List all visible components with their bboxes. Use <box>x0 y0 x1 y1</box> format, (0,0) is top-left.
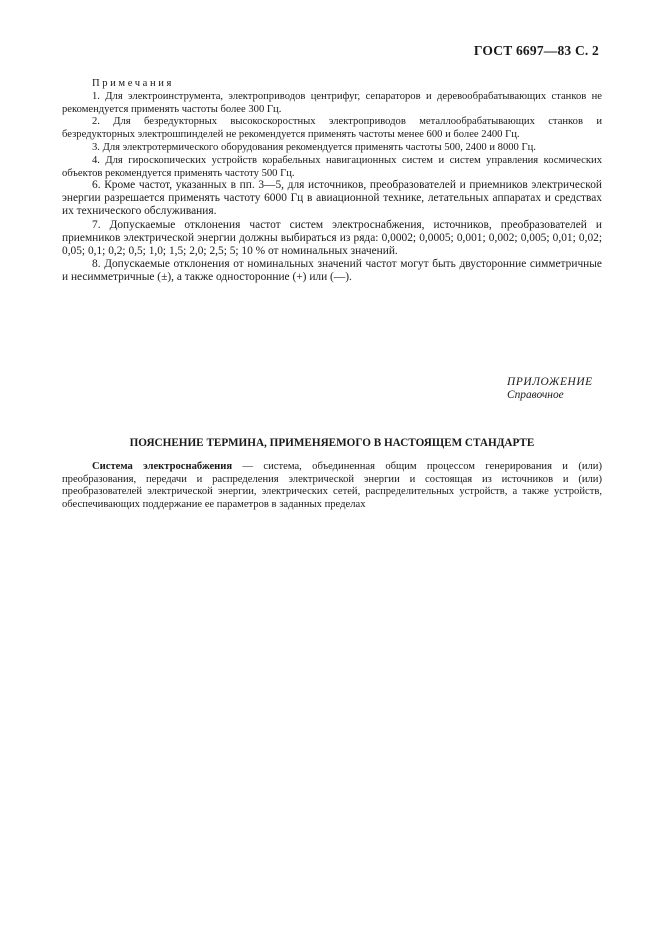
section-title: ПОЯСНЕНИЕ ТЕРМИНА, ПРИМЕНЯЕМОГО В НАСТОЯЩЕМ СТАНДАРТЕ <box>129 437 535 449</box>
notes-block <box>62 78 602 180</box>
note-item: 3. Для электротермического оборудования рекомендуется применять частоты 500, 2400 и 8000 Гц. <box>92 141 536 153</box>
term-name: Система электроснабжения <box>92 461 233 472</box>
term-definition <box>62 461 602 511</box>
appendix-subtitle: Справочное <box>507 389 564 401</box>
paragraph-6: 6. Кроме частот, указанных в пп. 3—5, для источников, преобразователей и приемников электрической энергии разрешается применять частоту 6000 Гц в авиационной технике, летательных аппаратах и средствах их технического обслуживания. <box>62 179 602 218</box>
appendix-title: ПРИЛОЖЕНИЕ <box>507 376 593 388</box>
page-header-doc-ref: ГОСТ 6697—83 С. 2 <box>473 43 599 58</box>
paragraph-7: 7. Допускаемые отклонения частот систем электроснабжения, источников, преобразователей и приемников электрической энергии должны выбираться из ряда: 0,0002; 0,0005; 0,001; 0,002; 0,005; 0,01; 0,02; 0,05; 0,1; 0,2; 0,5; 1,0; 1,5; 2,0; 2,5; 5; 10 % от номинальных значений. <box>62 218 602 258</box>
main-paragraphs <box>62 179 602 285</box>
note-item: 1. Для электроинструмента, электроприводов центрифуг, сепараторов и деревообрабатывающих станков не рекомендуется применять частоты более 300 Гц. <box>62 90 602 115</box>
appendix-label <box>507 376 593 402</box>
note-item: 4. Для гироскопических устройств корабельных навигационных систем и систем управления космических объектов рекомендуется применять частоту 500 Гц. <box>62 154 602 179</box>
note-item: 2. Для безредукторных высокоскоростных электроприводов металлообрабатывающих станков и безредукторных электрошпинделей не рекомендуется применять частоты менее 600 и более 2400 Гц. <box>62 116 602 141</box>
term-definition-text: — система, объединенная общим процессом генерирования и (или) преобразования, передачи и распределения электрической энергии и состоящая из источников и (или) преобразователей электрической энергии, электрических сетей, распределительных устройств, а также устройств, обеспечивающих поддержание ее параметров в заданных пределах <box>62 461 602 510</box>
paragraph-8: 8. Допускаемые отклонения от номинальных значений частот могут быть двусторонние симметричные и несимметричные (±), а также односторонние (+) или (—). <box>62 258 602 284</box>
notes-title: Примечания <box>92 78 174 89</box>
